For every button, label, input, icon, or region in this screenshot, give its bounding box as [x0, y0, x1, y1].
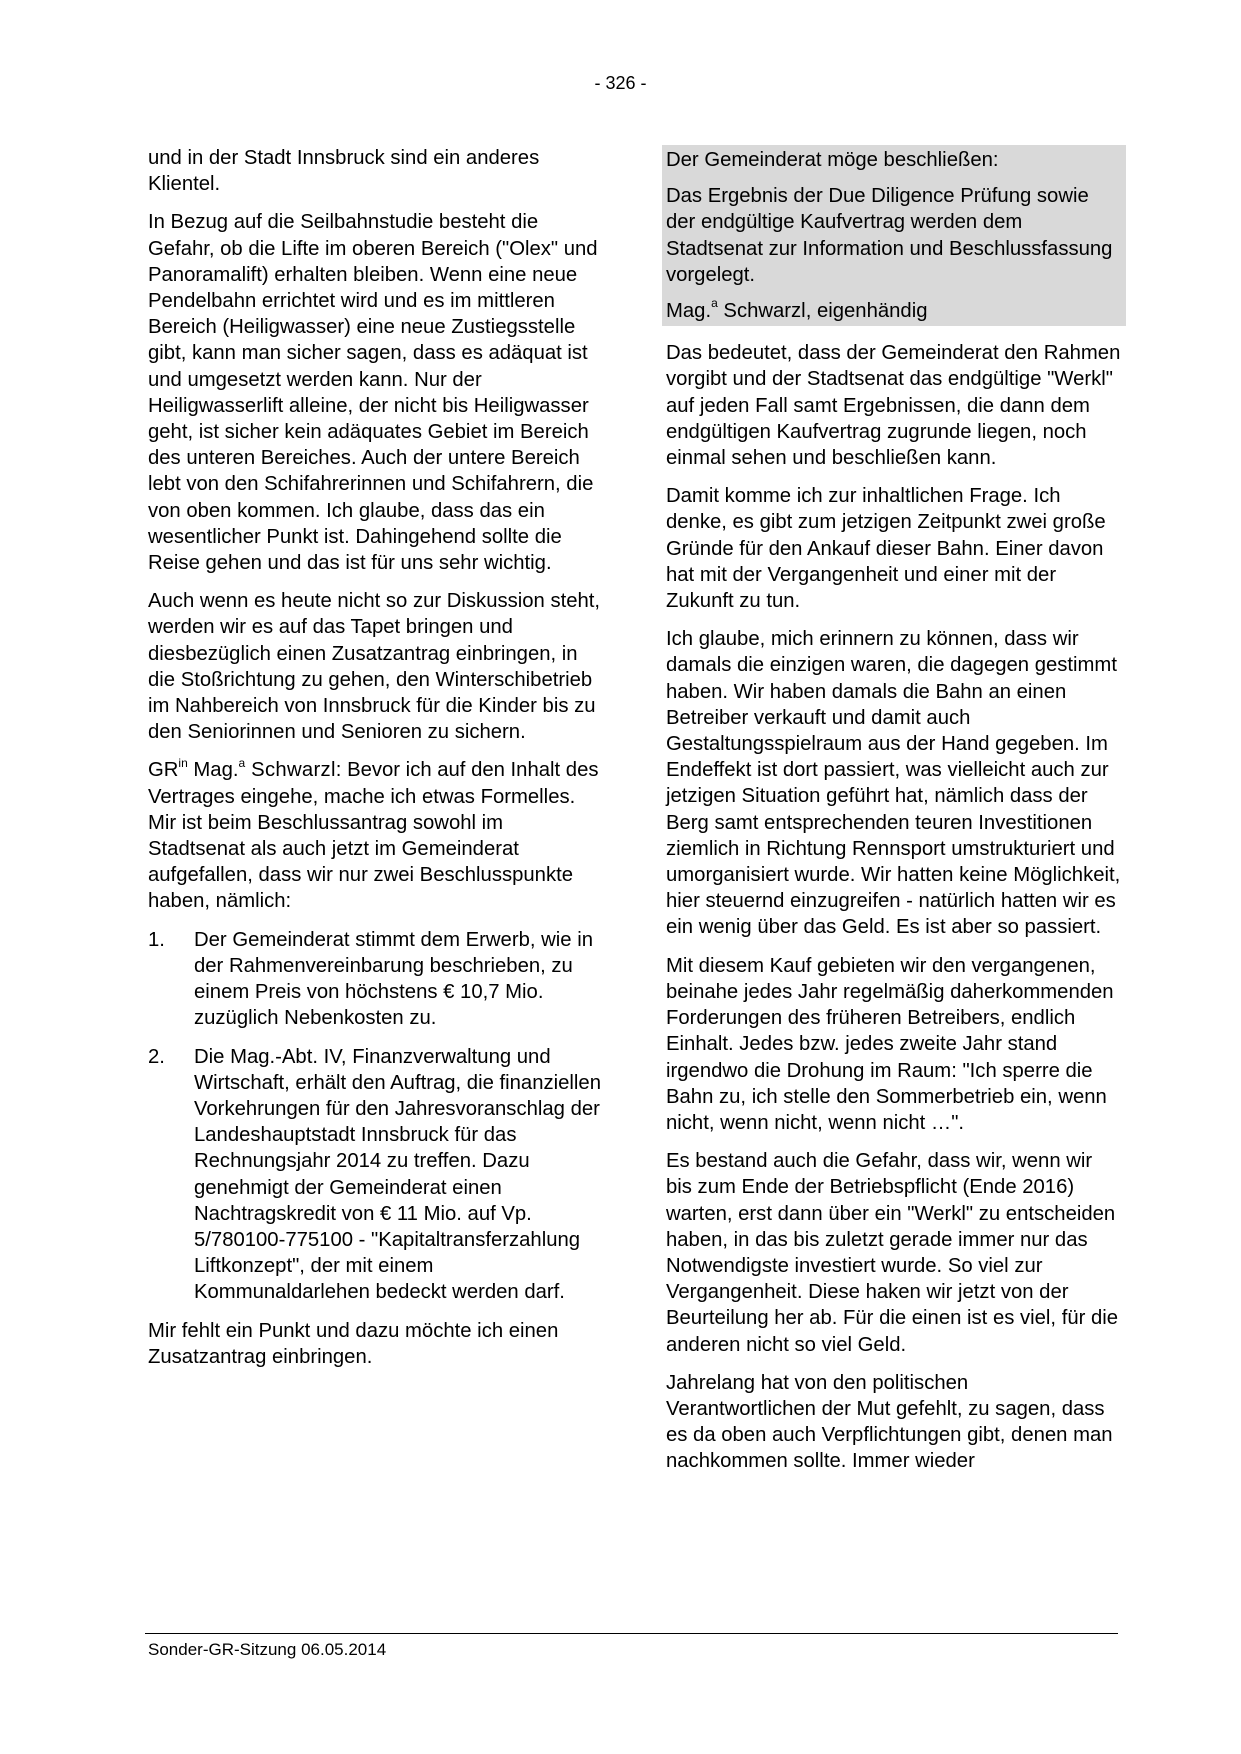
footer-divider: [145, 1633, 1118, 1634]
signature-title: Mag.: [666, 300, 712, 323]
page-number: - 326 -: [594, 73, 647, 93]
list-item: [148, 1044, 603, 1306]
paragraph: Das bedeutet, dass der Gemeinderat den Rahmen vorgibt und der Stadtsenat das endgültige "Werkl" auf jeden Fall samt Ergebnissen, die dann dem endgültigen Kaufvertrag zugrunde liegen, noch einmal sehen und beschließen kann.: [666, 342, 1121, 470]
motion-box: [662, 145, 1126, 326]
paragraph: Jahrelang hat von den politischen Verantwortlichen der Mut gefehlt, zu sagen, dass es da oben auch Verpflichtungen gibt, denen man nachkommen sollte. Immer wieder: [666, 1371, 1113, 1473]
left-column: [148, 145, 603, 1382]
motion-body: Das Ergebnis der Due Diligence Prüfung sowie der endgültige Kaufvertrag werden dem Stadtsenat zur Information und Beschlussfassung vorgelegt.: [666, 185, 1113, 286]
speaker-prefix-sup: in: [178, 755, 188, 770]
speaker-prefix: GR: [148, 759, 179, 782]
signature-name: Schwarzl, eigenhändig: [717, 300, 928, 323]
paragraph: Ich glaube, mich erinnern zu können, dass wir damals die einzigen waren, die dagegen gestimmt haben. Wir haben damals die Bahn an einen Betreiber verkauft und damit auch Gestaltungsspielraum aus der Hand gegeben. Im Endeffekt ist dort passiert, was vielleicht auch zur jetzigen Situation geführt hat, nämlich dass der Berg samt entsprechenden teuren Investitionen ziemlich in Richtung Rennsport umstrukturiert und umorganisiert wurde. Wir hatten keine Möglichkeit, hier steuernd einzugreifen - natürlich hatten wir es ein wenig über das Geld. Es ist aber so passiert.: [666, 628, 1121, 939]
paragraph: Es bestand auch die Gefahr, dass wir, wenn wir bis zum Ende der Betriebspflicht (Ende 2016) warten, erst dann über ein "Werkl" zu entscheiden haben, in das bis zuletzt gerade immer nur das Notwendigste investiert wurde. So viel zur Vergangenheit. Diese haken wir jetzt von der Beurteilung her ab. Für die einen ist es viel, für die anderen nicht so viel Geld.: [666, 1150, 1119, 1356]
motion-heading: Der Gemeinderat möge beschließen:: [666, 149, 999, 171]
speaker-text: : Bevor ich auf den Inhalt des Vertrages eingehe, mache ich etwas Formelles. Mir ist beim Beschlussantrag sowohl im Stadtsenat als auch jetzt im Gemeinderat aufgefallen, dass wir nur zwei Beschlusspunkte haben, nämlich:: [148, 759, 599, 913]
paragraph: Mir fehlt ein Punkt und dazu möchte ich einen Zusatzantrag einbringen.: [148, 1319, 559, 1368]
paragraph: und in der Stadt Innsbruck sind ein anderes Klientel.: [148, 147, 540, 196]
list-item-text: Der Gemeinderat stimmt dem Erwerb, wie in der Rahmenvereinbarung beschrieben, zu einem Preis von höchstens € 10,7 Mio. zuzüglich Nebenkosten zu.: [194, 928, 593, 1030]
footer-text: Sonder-GR-Sitzung 06.05.2014: [148, 1640, 387, 1659]
right-column: [666, 145, 1122, 1487]
speaker-title: Mag.: [187, 759, 239, 782]
paragraph: In Bezug auf die Seilbahnstudie besteht die Gefahr, ob die Lifte im oberen Bereich ("Olex" und Panoramalift) erhalten bleiben. Wenn eine neue Pendelbahn errichtet wird und es im mittleren Bereich (Heiligwasser) eine neue Zustiegsstelle gibt, kann man sicher sagen, dass es adäquat ist und umgesetzt werden kann. Nur der Heiligwasserlift alleine, der nicht bis Heiligwasser geht, ist sicher kein adäquates Gebiet im Bereich des unteren Bereiches. Auch der untere Bereich lebt von den Schifahrerinnen und Schifahrern, die von oben kommen. Ich glaube, dass das ein wesentlicher Punkt ist. Dahingehend sollte die Reise gehen und das ist für uns sehr wichtig.: [148, 211, 598, 575]
signature-title-sup: a: [711, 296, 718, 311]
paragraph: Mit diesem Kauf gebieten wir den vergangenen, beinahe jedes Jahr regelmäßig daherkommenden Forderungen des früheren Betreibers, endlich Einhalt. Jedes bzw. jedes zweite Jahr stand irgendwo die Drohung im Raum: "Ich sperre die Bahn zu, ich stelle den Sommerbetrieb ein, wenn nicht, wenn nicht, wenn nicht …".: [666, 954, 1114, 1134]
resolution-list: [148, 927, 603, 1306]
speaker-name: Schwarzl: [245, 759, 336, 782]
list-item: [148, 927, 603, 1032]
motion-signature: [666, 298, 1122, 324]
list-item-text: Die Mag.-Abt. IV, Finanzverwaltung und Wirtschaft, erhält den Auftrag, die finanziellen Vorkehrungen für den Jahresvoranschlag der Landeshauptstadt Innsbruck für das Rechnungsjahr 2014 zu treffen. Dazu genehmigt der Gemeinderat einen Nachtragskredit von € 11 Mio. auf Vp. 5/780100-775100 - "Kapitaltransferzahlung Liftkonzept", der mit einem Kommunaldarlehen bedeckt werden darf.: [194, 1045, 601, 1304]
list-item-number: 1.: [148, 928, 165, 951]
speaker-paragraph: [148, 757, 603, 914]
paragraph: Damit komme ich zur inhaltlichen Frage. Ich denke, es gibt zum jetzigen Zeitpunkt zwei große Gründe für den Ankauf dieser Bahn. Einer davon hat mit der Vergangenheit und einer mit der Zukunft zu tun.: [666, 485, 1106, 613]
paragraph: Auch wenn es heute nicht so zur Diskussion steht, werden wir es auf das Tapet bringen und diesbezüglich einen Zusatzantrag einbringen, in die Stoßrichtung zu gehen, den Winterschibetrieb im Nahbereich von Innsbruck für die Kinder bis zu den Seniorinnen und Senioren zu sichern.: [148, 590, 601, 744]
list-item-number: 2.: [148, 1045, 165, 1068]
speaker-title-sup: a: [238, 755, 246, 770]
